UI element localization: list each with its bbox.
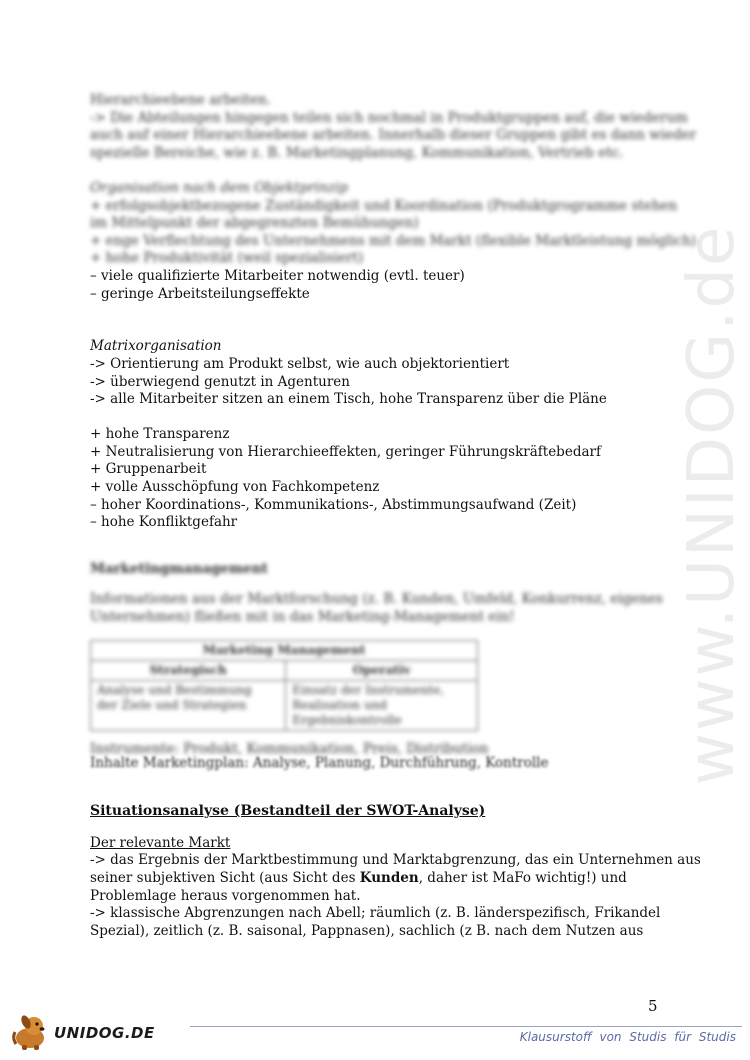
situation-subheading: Der relevante Markt — [90, 834, 231, 851]
table-title: Marketing Management — [91, 641, 478, 661]
watermark: www.UNIDOG.de — [675, 224, 749, 786]
situation-line: -> das Ergebnis der Marktbestimmung und Marktabgrenzung, das ein Unternehmen aus — [90, 852, 701, 869]
dog-icon — [6, 1010, 54, 1052]
blurred-text-line: im Mittelpunkt der abgegrenzten Bemühungen) — [90, 215, 419, 232]
blurred-text-line: + hohe Produktivität (weil spezialisiert) — [90, 250, 364, 267]
blurred-text-line: -> Die Abteilungen hingegen teilen sich nochmal in Produktgruppen auf, die wiederum — [90, 109, 688, 126]
situation-line: Problemlage heraus vorgenommen hat. — [90, 887, 361, 904]
matrix-pro-item: + volle Ausschöpfung von Fachkompetenz — [90, 479, 380, 496]
marketing-heading: Marketingmanagement — [90, 561, 268, 578]
blurred-text-line: + enge Verflechtung des Unternehmens mit dem Markt (flexible Marktleistung möglich) — [90, 232, 697, 249]
matrix-pro-item: + Gruppenarbeit — [90, 461, 207, 478]
instrumente-line: Instrumente: Produkt, Kommunikation, Preis, Distribution — [90, 741, 489, 758]
matrix-title: Matrixorganisation — [90, 338, 222, 355]
matrix-pro-item: + hohe Transparenz — [90, 426, 230, 443]
matrix-arrow-item: -> überwiegend genutzt in Agenturen — [90, 373, 350, 390]
footer-slogan: Klausurstoff von Studis für Studis — [519, 1030, 736, 1044]
cell-line: Realisation und — [292, 698, 388, 713]
blurred-text-line: auch auf einer Hierarchieebene arbeiten. Innerhalb dieser Gruppen gibt es dann wieder — [90, 127, 697, 144]
text-span: seiner subjektiven Sicht (aus Sicht des — [90, 870, 360, 886]
matrix-arrow-item: -> Orientierung am Produkt selbst, wie auch objektorientiert — [90, 355, 510, 372]
table-cell-operativ — [286, 681, 478, 731]
marketing-intro-line: Unternehmen) fließen mit in das Marketing-Management ein! — [90, 608, 515, 625]
table-header-strategisch: Strategisch — [91, 661, 286, 681]
cell-line: Einsatz der Instrumente, — [292, 683, 445, 698]
inhalte-line: Inhalte Marketingplan: Analyse, Planung, Durchführung, Kontrolle — [90, 755, 549, 772]
marketing-intro-line: Informationen aus der Marktforschung (z. B. Kunden, Umfeld, Konkurrenz, eigenes — [90, 591, 663, 608]
objekt-minus-item: – geringe Arbeitsteilungseffekte — [90, 285, 310, 302]
page-content — [90, 92, 701, 940]
matrix-pro-item: + Neutralisierung von Hierarchieeffekten, geringer Führungskräftebedarf — [90, 443, 601, 460]
situation-line — [90, 870, 650, 888]
matrix-arrow-item: -> alle Mitarbeiter sitzen an einem Tisch, hohe Transparenz über die Pläne — [90, 391, 607, 408]
cell-line: Analyse und Bestimmung — [97, 683, 252, 698]
situation-line: Spezial), zeitlich (z. B. saisonal, Pappnasen), sachlich (z B. nach dem Nutzen aus — [90, 922, 644, 939]
blurred-text-line: Hierarchieebene arbeiten. — [90, 92, 272, 108]
objekt-minus-item: – viele qualifizierte Mitarbeiter notwendig (evtl. teuer) — [90, 267, 465, 284]
blurred-text-line: spezielle Bereiche, wie z. B. Marketingplanung, Kommunikation, Vertrieb etc. — [90, 144, 624, 161]
table-cell-strategisch — [91, 681, 286, 731]
situation-heading: Situationsanalyse (Bestandteil der SWOT-Analyse) — [90, 803, 486, 820]
page-number: 5 — [648, 997, 658, 1015]
marketing-overlap-lines — [90, 741, 650, 775]
marketing-management-table — [90, 640, 478, 731]
logo-text: UNIDOG.DE — [54, 1024, 155, 1042]
blurred-section-title: Organisation nach dem Objektprinzip — [90, 179, 348, 196]
situation-line: -> klassische Abgrenzungen nach Abell; räumlich (z. B. länderspezifisch, Frikandel — [90, 905, 661, 922]
cell-line: Ergebniskontrolle — [292, 713, 402, 728]
blurred-text-line: + erfolgsobjektbezogene Zuständigkeit und Koordination (Produktgrogramme stehen — [90, 197, 678, 214]
emphasis-span: Kunden — [359, 870, 419, 886]
matrix-con-item: – hoher Koordinations-, Kommunikations-, Abstimmungsaufwand (Zeit) — [90, 496, 577, 513]
table-header-operativ: Operativ — [286, 661, 478, 681]
matrix-con-item: – hohe Konfliktgefahr — [90, 514, 238, 531]
cell-line: der Ziele und Strategien — [97, 698, 247, 713]
text-span: , daher ist MaFo wichtig!) und — [418, 870, 627, 886]
unidog-logo[interactable] — [6, 1010, 176, 1052]
footer-divider — [190, 1026, 742, 1027]
